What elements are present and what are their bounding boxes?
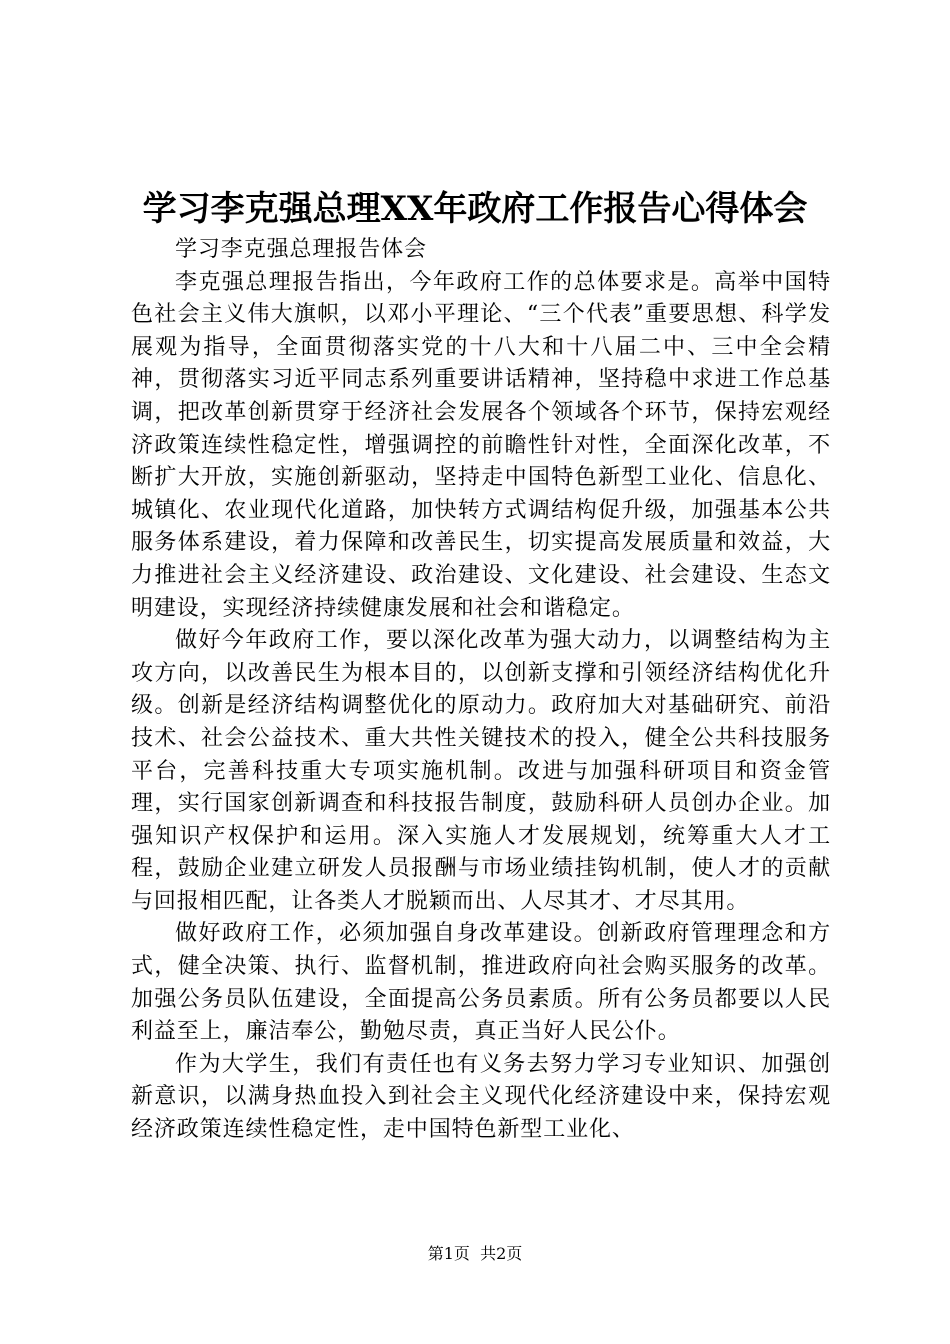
page-footer: [0, 1244, 950, 1264]
page-number: 第1页 共2页: [427, 1244, 523, 1263]
paragraph-1: 李克强总理报告指出，今年政府工作的总体要求是。高举中国特色社会主义伟大旗帜，以邓小平理论、“三个代表”重要思想、科学发展观为指导，全面贯彻落实党的十八大和十八届二中、三中全会精神，贯彻落实习近平同志系列重要讲话精神，坚持稳中求进工作总基调，把改革创新贯穿于经济社会发展各个领域各个环节，保持宏观经济政策连续性稳定性，增强调控的前瞻性针对性，全面深化改革，不断扩大开放，实施创新驱动，坚持走中国特色新型工业化、信息化、城镇化、农业现代化道路，加快转方式调结构促升级，加强基本公共服务体系建设，着力保障和改善民生，切实提高发展质量和效益，大力推进社会主义经济建设、政治建设、文化建设、社会建设、生态文明建设，实现经济持续健康发展和社会和谐稳定。: [131, 269, 831, 621]
page-title: 学习李克强总理XX年政府工作报告心得体会: [142, 189, 808, 229]
paragraph-4: 作为大学生，我们有责任也有义务去努力学习专业知识、加强创新意识，以满身热血投入到社会主义现代化经济建设中来，保持宏观经济政策连续性稳定性，走中国特色新型工业化、: [131, 1051, 831, 1143]
document-subtitle: 学习李克强总理报告体会: [175, 237, 427, 262]
document-body: [131, 234, 831, 1147]
paragraph-2: 做好今年政府工作，要以深化改革为强大动力，以调整结构为主攻方向，以改善民生为根本目的，以创新支撑和引领经济结构优化升级。创新是经济结构调整优化的原动力。政府加大对基础研究、前沿技术、社会公益技术、重大共性关键技术的投入，健全公共科技服务平台，完善科技重大专项实施机制。改进与加强科研项目和资金管理，实行国家创新调查和科技报告制度，鼓励科研人员创办企业。加强知识产权保护和运用。深入实施人才发展规划，统筹重大人才工程，鼓励企业建立研发人员报酬与市场业绩挂钩机制，使人才的贡献与回报相匹配，让各类人才脱颖而出、人尽其才、才尽其用。: [131, 628, 831, 914]
paragraph-3: 做好政府工作，必须加强自身改革建设。创新政府管理理念和方式，健全决策、执行、监督机制，推进政府向社会购买服务的改革。加强公务员队伍建设，全面提高公务员素质。所有公务员都要以人民利益至上，廉洁奉公，勤勉尽责，真正当好人民公仆。: [131, 921, 831, 1045]
